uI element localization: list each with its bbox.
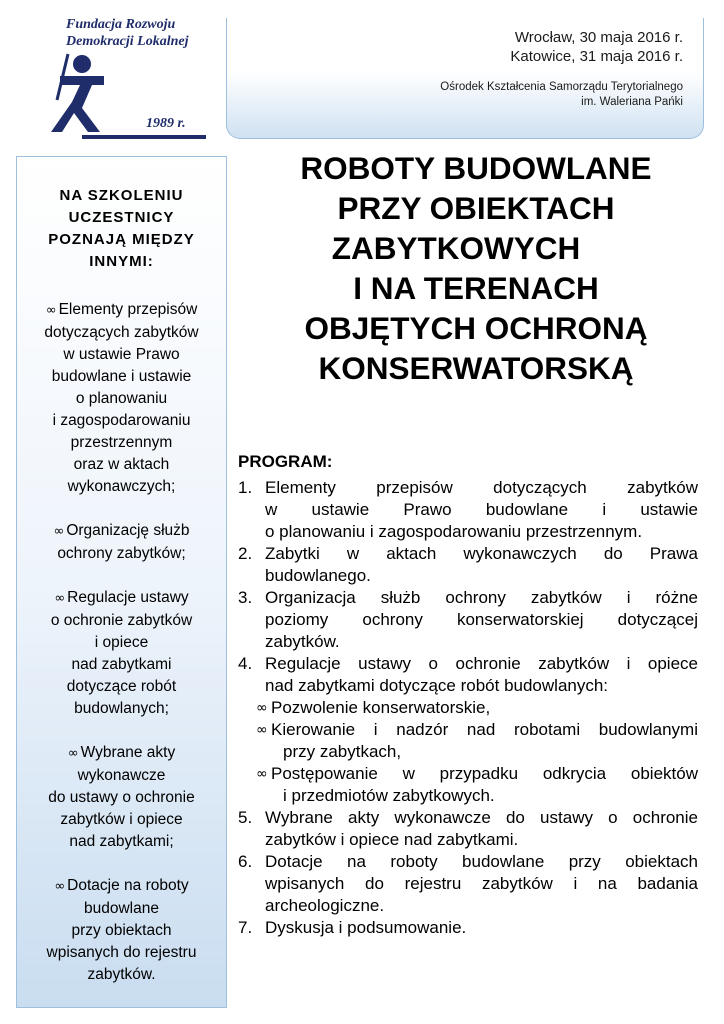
title-line: I NA TERENACH [353,270,599,306]
title-line: PRZY OBIEKTACH [337,190,615,226]
sidebar-item-text: budowlane [84,900,159,917]
infinity-bullet-icon: ∞ [256,722,268,738]
sidebar-list-item [17,587,226,720]
title-line: KONSERWATORSKĄ [318,350,634,386]
sidebar-item-line [17,454,226,476]
sidebar-heading-line: POZNAJĄ MIĘDZY [48,231,195,248]
sidebar-item-text: w ustawie Prawo [63,346,180,363]
sidebar-item-text: wykonawcze [77,767,166,784]
sidebar-item-line [17,388,226,410]
sidebar-item-text: ochrony zabytków; [57,545,186,562]
sidebar-item-text: do ustawy o ochronie [48,789,195,806]
program-item-line: archeologiczne. [265,896,385,915]
program-item-line: Organizacja służb ochrony zabytków i różne [265,588,698,607]
sidebar-item-line [17,410,226,432]
program-subitem-line: Postępowanie w przypadku odkrycia obiektów [271,764,698,783]
sidebar-item-line [17,632,226,654]
sidebar-item-text: Wybrane akty [80,744,176,761]
program-item-line: zabytków. [265,632,340,651]
program-item-line: zabytków i opiece nad zabytkami. [265,830,519,849]
title-line: ROBOTY BUDOWLANE [300,150,652,186]
program-list [238,477,698,939]
program-item-line: o planowaniu i zagospodarowaniu przestrzennym. [265,522,643,541]
program-subitem [238,719,698,763]
sidebar-item-text: dotyczących zabytków [44,324,199,341]
sidebar-item-text: nad zabytkami; [69,833,174,850]
program-item-number: 6. [238,852,253,871]
sidebar-item-line [17,787,226,809]
sidebar-item-text: budowlane i ustawie [51,368,192,385]
sidebar-list-item [17,299,226,498]
sidebar-item-line [17,322,226,344]
program-subitem [238,697,698,719]
program-subitem [238,763,698,807]
program-heading: PROGRAM: [238,452,333,471]
program-item-number: 1. [238,478,253,497]
header-dates [510,28,683,66]
sidebar-item-text: wpisanych do rejestru [46,944,197,961]
infinity-bullet-icon: ∞ [53,524,65,539]
program-item-line: wpisanych do rejestru zabytków i na badania [265,874,698,893]
program-item-line: w ustawie Prawo budowlane i ustawie [265,500,698,519]
program-item [238,477,698,543]
sidebar-item-line [17,831,226,853]
sidebar-item-text: Organizację służb [66,522,190,539]
sidebar-item-line [17,742,226,765]
infinity-bullet-icon: ∞ [256,766,268,782]
sidebar-items [17,299,226,986]
logo-year: 1989 r. [146,116,186,131]
sidebar-item-line [17,942,226,964]
sidebar-item-line [17,587,226,610]
header-org-line-1: Ośrodek Kształcenia Samorządu Terytorialnego [440,81,683,93]
sidebar-item-text: Regulacje ustawy [67,589,189,606]
sidebar-heading-line: UCZESTNICY [68,209,175,226]
sidebar-heading [17,185,226,273]
foundation-logo [44,12,214,142]
logo-org-name [66,16,216,50]
sidebar-box [16,156,227,1008]
program-item-line: Zabytki w aktach wykonawczych do Prawa [265,544,698,563]
program-item-line: Dyskusja i podsumowanie. [265,918,467,937]
sidebar-heading-line: NA SZKOLENIU [59,187,184,204]
sidebar-item-line [17,610,226,632]
sidebar-item-text: nad zabytkami [71,656,172,673]
sidebar-item-text: przestrzennym [70,434,173,451]
foundation-figure-logo-icon [48,50,118,142]
sidebar-item-line [17,676,226,698]
sidebar-item-text: Elementy przepisów [58,301,198,318]
infinity-bullet-icon: ∞ [54,879,66,894]
sidebar-item-text: i zagospodarowaniu [52,412,191,429]
program-item-line: Dotacje na roboty budowlane przy obiektach [265,852,698,871]
header-org-line-2: im. Waleriana Pańki [581,96,683,108]
sidebar-item-text: przy obiektach [71,922,172,939]
program-item-line: poziomy ochrony konserwatorskiej dotyczącej [265,610,698,629]
header-date-2: Katowice, 31 maja 2016 r. [510,48,683,65]
program-item-number: 2. [238,544,253,563]
program-subitem-line: przy zabytkach, [283,742,402,761]
sidebar-item-line [17,543,226,565]
program-item-number: 4. [238,654,253,673]
sidebar-item-line [17,898,226,920]
sidebar-item-text: dotyczące robót [66,678,177,695]
sidebar-item-line [17,520,226,543]
header-organizer [440,80,683,110]
logo-underline [82,135,206,139]
program-item [238,653,698,697]
sidebar-item-text: wykonawczych; [67,478,176,495]
program-item-number: 5. [238,808,253,827]
sidebar-item-line [17,920,226,942]
header-date-1: Wrocław, 30 maja 2016 r. [514,29,683,46]
program-item-number: 3. [238,588,253,607]
sidebar-item-line [17,476,226,498]
program-subitem-line: Pozwolenie konserwatorskie, [271,698,491,717]
sidebar-item-line [17,299,226,322]
program-item-line: budowlanego. [265,566,371,585]
sidebar-item-line [17,698,226,720]
sidebar-item-text: oraz w aktach [73,456,170,473]
sidebar-heading-line: INNYMI: [89,253,154,270]
sidebar-item-text: o planowaniu [75,390,168,407]
page-title [246,148,706,388]
program-item-line: Wybrane akty wykonawcze do ustawy o ochronie [265,808,698,827]
title-line: ZABYTKOWYCH [331,230,581,266]
program-item [238,851,698,917]
program-item-line: Elementy przepisów dotyczących zabytków [265,478,698,497]
sidebar-item-line [17,809,226,831]
program-subitem-line: i przedmiotów zabytkowych. [283,786,495,805]
title-line: OBJĘTYCH OCHRONĄ [304,310,648,346]
sidebar-item-text: o ochronie zabytków [50,612,193,629]
sidebar-item-line [17,366,226,388]
sidebar-item-text: i opiece [94,634,149,651]
program-item-line: Regulacje ustawy o ochronie zabytków i opiece [265,654,698,673]
infinity-bullet-icon: ∞ [256,700,268,716]
sidebar-item-line [17,344,226,366]
program-subitem-line: Kierowanie i nadzór nad robotami budowlanymi [271,720,698,739]
sidebar-list-item [17,742,226,853]
sidebar-item-text: Dotacje na roboty [67,877,189,894]
program-item-number: 7. [238,918,253,937]
sidebar-item-line [17,432,226,454]
program-section [238,451,698,939]
infinity-bullet-icon: ∞ [45,303,57,318]
sidebar-item-line [17,964,226,986]
program-item [238,543,698,587]
program-item [238,917,698,939]
sidebar-item-text: zabytków i opiece [60,811,183,828]
sidebar-list-item [17,520,226,565]
program-item [238,807,698,851]
logo-org-line-2: Demokracji Lokalnej [66,34,189,49]
program-item [238,587,698,653]
sidebar-list-item [17,875,226,986]
logo-org-line-1: Fundacja Rozwoju [66,17,176,32]
header-box [226,18,704,139]
sidebar-item-line [17,654,226,676]
infinity-bullet-icon: ∞ [67,746,79,761]
infinity-bullet-icon: ∞ [54,591,66,606]
sidebar-item-line [17,765,226,787]
sidebar-item-line [17,875,226,898]
program-item-line: nad zabytkami dotyczące robót budowlanych: [265,676,609,695]
sidebar-item-text: zabytków. [87,966,156,983]
sidebar-item-text: budowlanych; [74,700,169,717]
